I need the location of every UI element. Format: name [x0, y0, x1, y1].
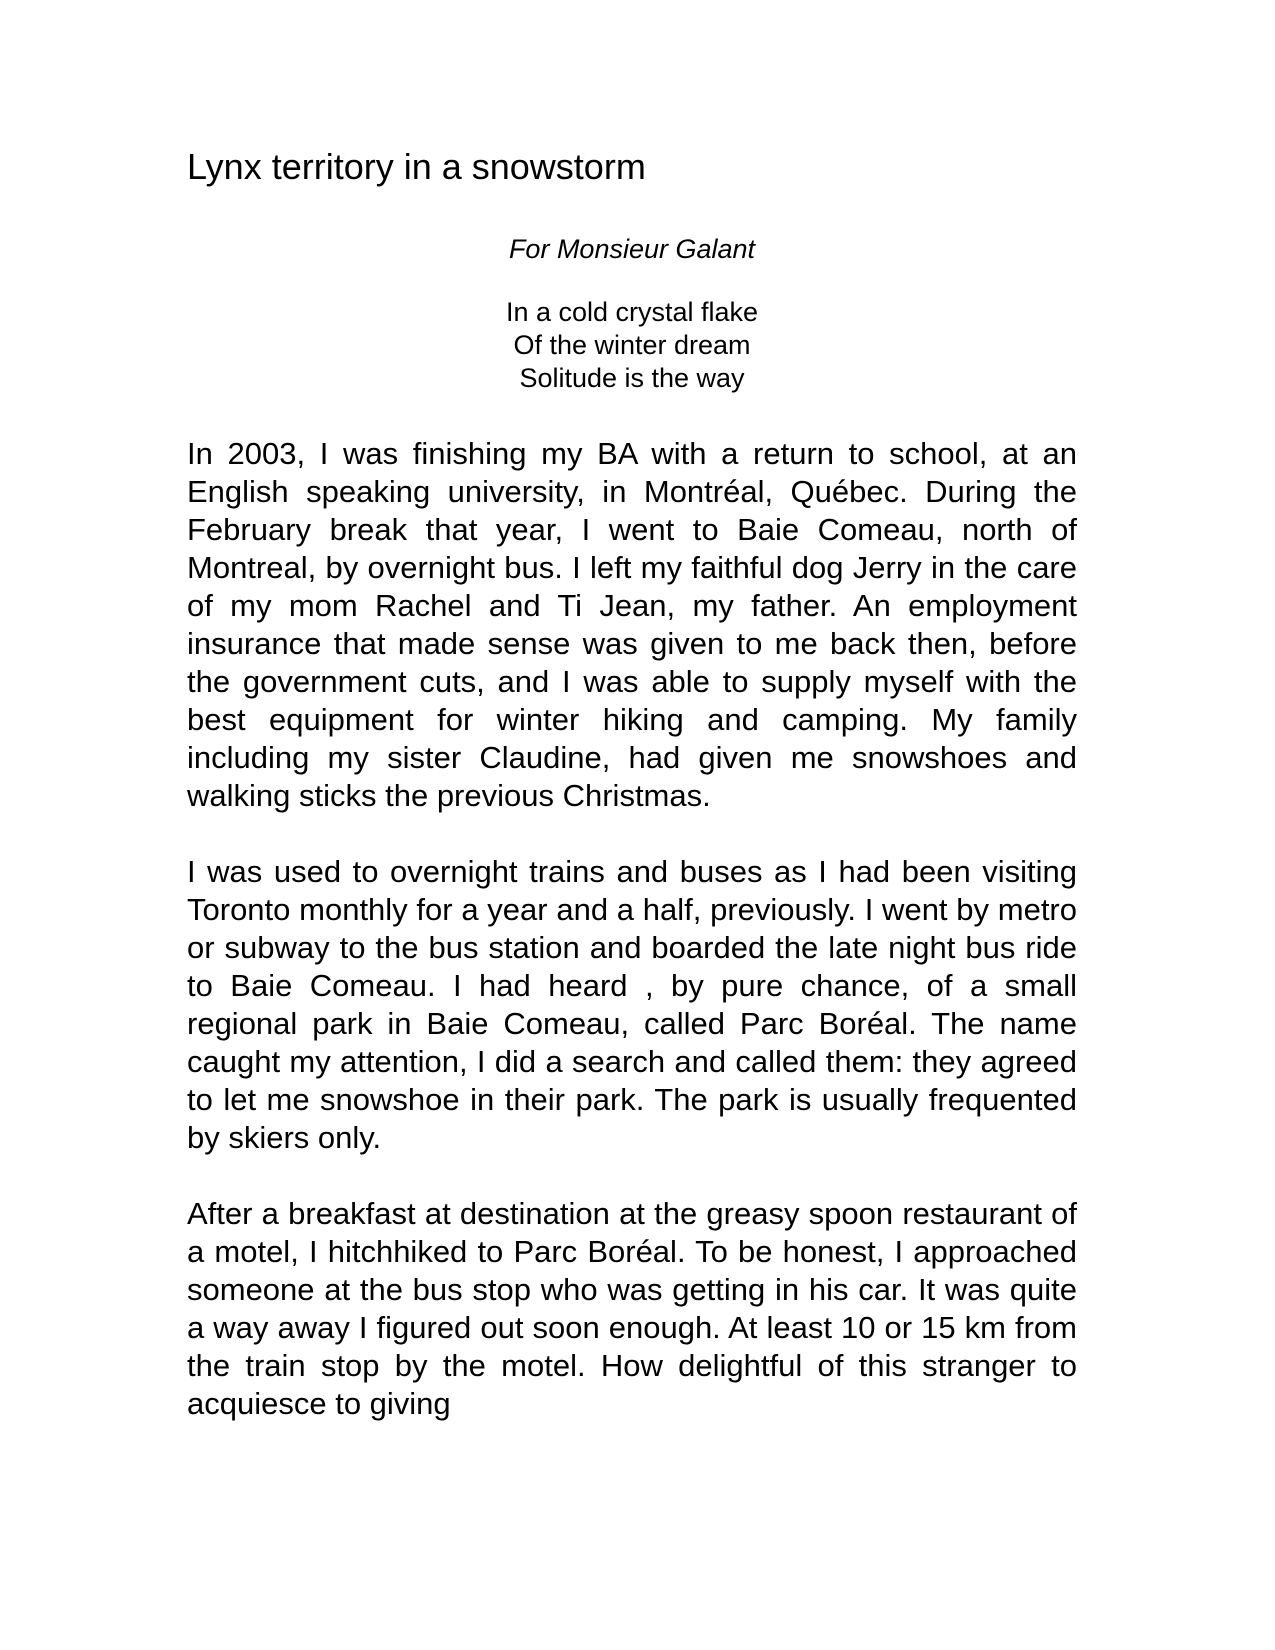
paragraph-3: After a breakfast at destination at the greasy spoon restaurant of a motel, I hitchhiked to Parc Boréal. To be honest, I approached someone at the bus stop who was getting in his car. It was quite a way away I figured out soon enough. At least 10 or 15 km from the train stop by the motel. How delightful of this stranger to acquiesce to giving [187, 1196, 1077, 1421]
paragraph-1: In 2003, I was finishing my BA with a return to school, at an English speaking university, in Montréal, Québec. During the February break that year, I went to Baie Comeau, north of Montreal, by overnight bus. I left my faithful dog Jerry in the care of my mom Rachel and Ti Jean, my father. An employment insurance that made sense was given to me back then, before the government cuts, and I was able to supply myself with the best equipment for winter hiking and camping. My family including my sister Claudine, had given me snowshoes and walking sticks the previous Christmas. [187, 436, 1077, 813]
poem-line: Of the winter dream [513, 330, 751, 360]
poem-line: In a cold crystal flake [505, 297, 759, 327]
paragraph-2: I was used to overnight trains and buses as I had been visiting Toronto monthly for a year and a half, previously. I went by metro or subway to the bus station and boarded the late night bus ride to Baie Comeau. I had heard , by pure chance, of a small regional park in Baie Comeau, called Parc Boréal. The name caught my attention, I did a search and called them: they agreed to let me snowshoe in their park. The park is usually frequented by skiers only. [187, 854, 1077, 1155]
poem [187, 296, 1077, 395]
document-title: Lynx territory in a snowstorm [187, 146, 646, 187]
dedication: For Monsieur Galant [508, 234, 756, 264]
document-body [187, 145, 1077, 1423]
poem-line: Solitude is the way [519, 363, 745, 393]
